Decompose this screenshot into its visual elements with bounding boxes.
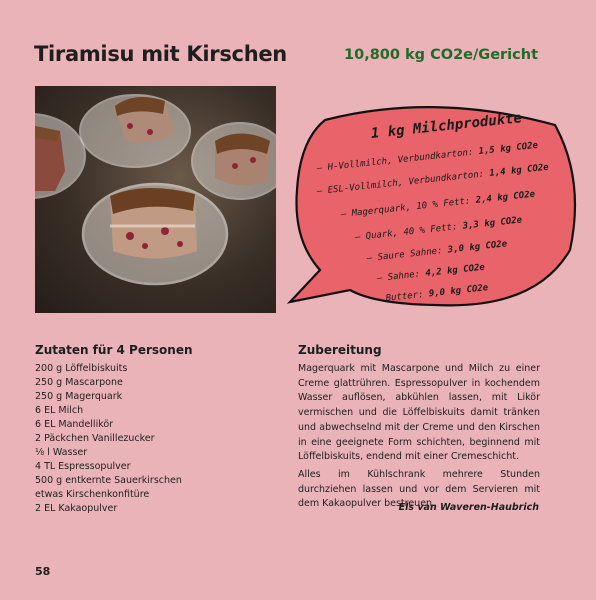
recipe-photo <box>35 86 276 313</box>
preparation-text <box>298 362 540 512</box>
list-item: 6 EL Milch <box>35 405 84 416</box>
bubble-line: – Magerquark, 10 % Fett: 2,4 kg CO2e <box>340 189 536 220</box>
list-item: 200 g Löffelbiskuits <box>35 363 128 374</box>
line-value: 3,3 kg CO2e <box>462 215 523 232</box>
line-value: 3,0 kg CO2e <box>447 239 508 256</box>
bubble-line: – Butter: 9,0 kg CO2e <box>374 283 489 305</box>
line-value: 4,2 kg CO2e <box>424 262 486 279</box>
bubble-line: – Sahne: 4,2 kg CO2e <box>376 262 486 284</box>
line-label: ESL-Vollmilch, Verbundkarton: <box>327 169 485 196</box>
author: Els van Waveren-Haubrich <box>398 502 539 513</box>
list-item: 2 Päckchen Vanillezucker <box>35 433 155 444</box>
line-label: Quark, 40 % Fett: <box>365 222 458 242</box>
list-item: 6 EL Mandellikör <box>35 419 114 430</box>
line-label: Saure Sahne: <box>377 246 443 263</box>
line-value: 1,4 kg CO2e <box>488 162 550 179</box>
line-label: Magerquark, 10 % Fett: <box>351 196 471 219</box>
preparation-paragraph: Magerquark mit Mascarpone und Milch zu einer Creme glattrühren. Espressopulver in kochendem Wasser auflösen, abkühlen lassen, mit Likör vermischen und die Löffelbiskuits damit tränken und abwechselnd mit der Creme und den Kirschen in eine geeignete Form schichten, beginnend mit Löffelbiskuits, endend mit einer Cremeschicht. <box>298 363 540 463</box>
list-item: 250 g Mascarpone <box>35 377 123 388</box>
line-value: 2,4 kg CO2e <box>475 189 536 206</box>
bubble-line: – Saure Sahne: 3,0 kg CO2e <box>366 239 508 264</box>
bubble-line: – Quark, 40 % Fett: 3,3 kg CO2e <box>354 215 523 243</box>
ingredients-list <box>35 362 265 516</box>
list-item: 500 g entkernte Sauerkirschen <box>35 475 182 486</box>
list-item: 4 TL Espressopulver <box>35 461 131 472</box>
bubble-line: – ESL-Vollmilch, Verbundkarton: 1,4 kg CO2e <box>316 162 550 197</box>
bubble-line: – H-Vollmilch, Verbundkarton: 1,5 kg CO2e <box>316 140 539 174</box>
list-item: 250 g Magerquark <box>35 391 123 402</box>
list-item: ⅛ l Wasser <box>35 447 88 458</box>
list-item: 2 EL Kakaopulver <box>35 503 118 514</box>
line-label: Butter: <box>385 289 425 304</box>
line-value: 9,0 kg CO2e <box>428 283 489 300</box>
recipe-title: Tiramisu mit Kirschen <box>34 42 287 66</box>
line-label: Sahne: <box>387 269 421 283</box>
ingredients-heading: Zutaten für 4 Personen <box>35 343 193 357</box>
page-number: 58 <box>35 565 51 578</box>
line-label: H-Vollmilch, Verbundkarton: <box>327 147 474 173</box>
co2-per-dish: 10,800 kg CO2e/Gericht <box>344 47 538 63</box>
preparation-paragraph: Alles im Kühlschrank mehrere Stunden durchziehen lassen und vor dem Servieren mit dem Kakaopulver bestreuen. <box>298 468 540 510</box>
bubble-title: 1 kg Milchprodukte <box>370 110 523 142</box>
list-item: etwas Kirschenkonfitüre <box>35 489 150 500</box>
line-value: 1,5 kg CO2e <box>478 140 539 157</box>
preparation-heading: Zubereitung <box>298 343 382 357</box>
